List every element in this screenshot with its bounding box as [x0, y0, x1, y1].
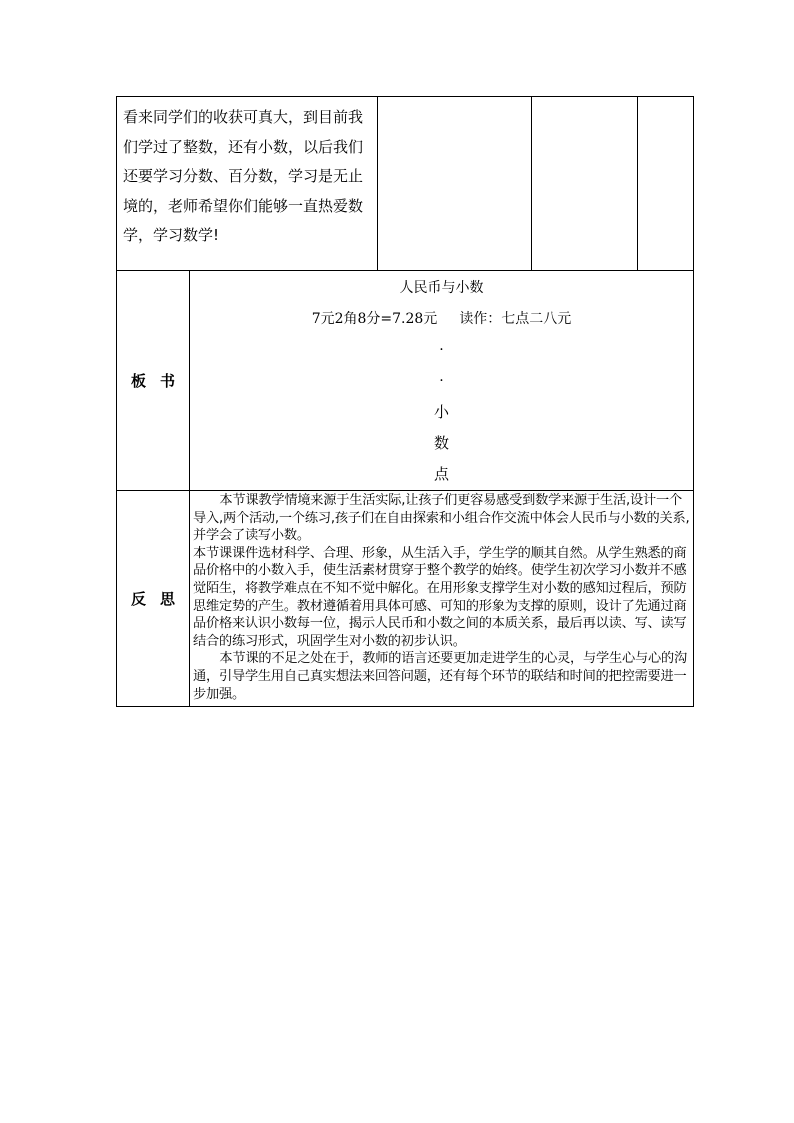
intro-row — [117, 97, 694, 271]
board-reading: 读作：七点二八元 — [459, 311, 572, 327]
board-label-char: 板 — [130, 372, 146, 390]
board-title: 人民币与小数 — [399, 280, 484, 296]
reflection-label — [117, 491, 190, 707]
intro-text: 看来同学们的收获可真大，到目前我们学过了整数，还有小数，以后我们还要学习分数、百分数，学习是无止境的，老师希望你们能够一直热爱数学，学习数学! — [117, 97, 378, 271]
board-equation: 7元2角8分=7.28元 — [311, 311, 438, 327]
board-char: 点 — [433, 465, 449, 483]
board-content — [190, 271, 694, 491]
reflection-paragraph: 本节课教学情境来源于生活实际,让孩子们更容易感受到数学来源于生活,设计一个导入,两个活动,一个练习,孩子们在自由探索和小组合作交流中体会人民币与小数的关系,并学会了读写小数。 — [193, 493, 690, 544]
board-equation-line — [190, 304, 693, 335]
reflection-label-char: 思 — [160, 590, 176, 609]
board-char: 小 — [433, 403, 449, 421]
empty-cell — [378, 97, 532, 271]
board-label — [117, 271, 190, 491]
reflection-paragraph: 本节课课件选材科学、合理、形象，从生活入手，学生学的顺其自然。从学生熟悉的商品价格中的小数入手，使生活素材贯穿于整个教学的始终。使学生初次学习小数并不感觉陌生，将教学难点在不知不觉中解化。在用形象支撑学生对小数的感知过程后，预防思维定势的产生。教材遵循着用具体可感、可知的形象为支撑的原则，设计了先通过商品价格来认识小数每一位，揭示人民币和小数之间的本质关系，最后再以读、写、读写结合的练习形式，巩固学生对小数的初步认识。 — [193, 545, 687, 649]
board-dot: · — [439, 373, 444, 389]
empty-cell — [532, 97, 638, 271]
board-row — [117, 271, 694, 491]
empty-cell — [638, 97, 694, 271]
board-label-char: 书 — [160, 372, 176, 390]
board-dot: · — [439, 342, 444, 358]
reflection-label-char: 反 — [130, 590, 146, 609]
reflection-content — [190, 491, 694, 707]
reflection-paragraph: 本节课的不足之处在于，教师的语言还要更加走进学生的心灵，与学生心与心的沟通，引导学生用自己真实想法来回答问题，还有每个环节的联结和时间的把控需要进一步加强。 — [193, 651, 687, 702]
lesson-plan-table — [116, 96, 694, 707]
board-char: 数 — [433, 434, 449, 452]
reflection-row — [117, 491, 694, 707]
